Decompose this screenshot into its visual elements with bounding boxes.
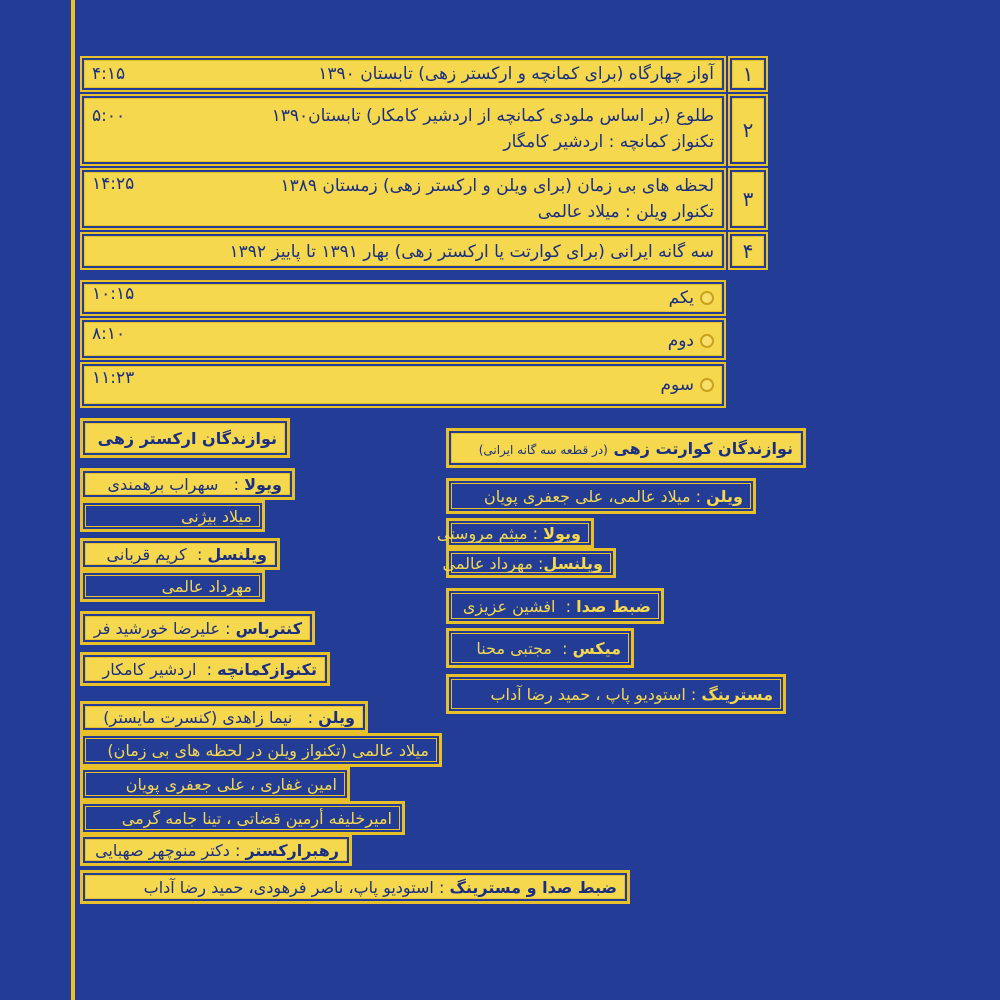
- cello-name-1: کریم قربانی: [106, 545, 187, 564]
- orchestra-violin: ویلن : نیما زاهدی (کنسرت مایستر): [80, 701, 368, 733]
- movement-name: یکم: [668, 288, 694, 308]
- track-title: لحظه های بی زمان (برای ویلن و ارکستر زهی) زمستان ۱۳۸۹: [280, 176, 714, 196]
- movement-duration: ۸:۱۰: [92, 324, 126, 344]
- movement-row-1: [80, 280, 726, 316]
- orchestra-title-text: نوازندگان ارکستر زهی: [97, 429, 277, 448]
- violin-label: ویلن: [318, 708, 355, 727]
- track-row-2: [80, 94, 726, 166]
- orchestra-cello-2: [80, 570, 265, 602]
- movement-row-2: [80, 318, 726, 360]
- q-cello-label: ویلنسل: [543, 554, 603, 573]
- orchestra-kamancheh: تکنوازکمانچه : اردشیر کامکار: [80, 652, 330, 686]
- orchestra-violin-4: [80, 801, 405, 835]
- viola-name-1: سهراب برهمندی: [107, 475, 219, 494]
- bass-label: کنترباس: [235, 619, 302, 638]
- track-title: طلوع (بر اساس ملودی کمانچه از اردشیر کامکار) تابستان۱۳۹۰: [271, 106, 714, 126]
- q-recording-name: افشین عزیزی: [462, 597, 556, 616]
- bullet-icon: [700, 291, 714, 305]
- q-violin-label: ویلن: [706, 487, 743, 506]
- orchestra-viola: ویولا : سهراب برهمندی: [80, 468, 295, 500]
- movement-name: سوم: [660, 375, 694, 395]
- orchestra-viola-2: [80, 500, 265, 532]
- viola-name-2: میلاد بیژنی: [180, 507, 252, 526]
- quartet-title-text: نوازندگان کوارتت زهی: [613, 439, 793, 458]
- quartet-violin: ویلن : میلاد عالمی، علی جعفری پویان: [446, 478, 756, 514]
- quartet-mastering: مسترینگ : استودیو پاپ ، حمید رضا آداب: [446, 674, 786, 714]
- orchestra-violin-2: [80, 733, 442, 767]
- movement-duration: ۱۱:۲۳: [92, 368, 135, 388]
- movement-row-3: [80, 362, 726, 408]
- movement-label: [668, 329, 714, 353]
- gold-vertical-line: [71, 0, 75, 1000]
- violin-name-3: امین غفاری ، علی جعفری پویان: [125, 775, 337, 794]
- track-number: ۲: [728, 94, 768, 166]
- track-row-3: [80, 168, 726, 230]
- quartet-recording: ضبط صدا : افشین عزیزی: [446, 588, 664, 624]
- movement-label: [660, 373, 714, 397]
- track-number: ۱: [728, 56, 768, 92]
- kamancheh-name: اردشیر کامکار: [102, 660, 197, 679]
- track-title: سه گانه ایرانی (برای کوارتت یا ارکستر زهی) بهار ۱۳۹۱ تا پاییز ۱۳۹۲: [229, 242, 714, 262]
- kamancheh-label: تکنوازکمانچه: [217, 660, 317, 679]
- track-title: آواز چهارگاه (برای کمانچه و ارکستر زهی) تابستان ۱۳۹۰: [318, 64, 714, 84]
- q-recording-label: ضبط صدا: [576, 597, 651, 616]
- viola-label: ویولا: [244, 475, 282, 494]
- track-row-1: [80, 56, 726, 92]
- track-soloist: تکنوار ویلن : میلاد عالمی: [537, 202, 714, 222]
- track-number: ۴: [728, 232, 768, 270]
- movement-duration: ۱۰:۱۵: [92, 284, 135, 304]
- violin-name-2: میلاد عالمی (تکنواز ویلن در لحظه های بی زمان): [107, 741, 429, 760]
- orchestra-bass: کنترباس : علیرضا خورشید فر: [80, 611, 315, 645]
- track-duration: ۱۴:۲۵: [92, 174, 135, 194]
- quartet-mix: میکس : مجتبی محنا: [446, 628, 634, 668]
- orchestra-title: [80, 418, 290, 458]
- bullet-icon: [700, 334, 714, 348]
- q-viola-label: ویولا: [543, 524, 581, 543]
- q-mix-label: میکس: [572, 639, 621, 658]
- movement-name: دوم: [667, 331, 694, 351]
- q-mix-name: مجتبی محنا: [476, 639, 552, 658]
- recording-label: ضبط صدا و مسترینگ: [449, 878, 617, 897]
- violin-name-4: امیرخلیفه أرمین قضاتی ، تینا جامه گرمی: [121, 809, 392, 828]
- conductor-label: رهبرارکستر: [245, 841, 339, 860]
- movement-label: [669, 286, 714, 310]
- quartet-cello: ویلنسل: مهرداد عالمی: [446, 548, 616, 578]
- q-violin-names: میلاد عالمی، علی جعفری پویان: [484, 487, 691, 506]
- q-cello-name: مهرداد عالمی: [442, 554, 533, 573]
- conductor-name: دکتر منوچهر صهبایی: [95, 841, 230, 860]
- q-viola-name: میثم مروستی: [436, 524, 528, 543]
- bass-name: علیرضا خورشید فر: [93, 619, 221, 638]
- violin-name-1: نیما زاهدی (کنسرت مایستر): [103, 708, 293, 727]
- orchestra-recording: ضبط صدا و مسترینگ : استودیو پاپ، ناصر فرهودی، حمید رضا آداب: [80, 870, 630, 904]
- quartet-viola: ویولا : میثم مروستی: [446, 518, 594, 548]
- orchestra-violin-3: [80, 767, 350, 801]
- recording-names: استودیو پاپ، ناصر فرهودی، حمید رضا آداب: [143, 878, 434, 897]
- track-number: ۳: [728, 168, 768, 230]
- quartet-title: [446, 428, 806, 468]
- track-soloist: تکنواز کمانچه : اردشیر کامگار: [503, 132, 714, 152]
- bullet-icon: [700, 378, 714, 392]
- cello-label: ویلنسل: [207, 545, 267, 564]
- track-duration: ۵:۰۰: [92, 106, 126, 126]
- orchestra-conductor: رهبرارکستر : دکتر منوچهر صهبایی: [80, 834, 352, 866]
- orchestra-cello: ویلنسل : کریم قربانی: [80, 538, 280, 570]
- q-mastering-names: استودیو پاپ ، حمید رضا آداب: [490, 685, 686, 704]
- cello-name-2: مهرداد عالمی: [161, 577, 252, 596]
- quartet-title-note: (در قطعه سه گانه ایرانی): [478, 443, 608, 457]
- q-mastering-label: مسترینگ: [701, 685, 773, 704]
- track-row-4: [80, 232, 726, 270]
- track-duration: ۴:۱۵: [92, 64, 126, 84]
